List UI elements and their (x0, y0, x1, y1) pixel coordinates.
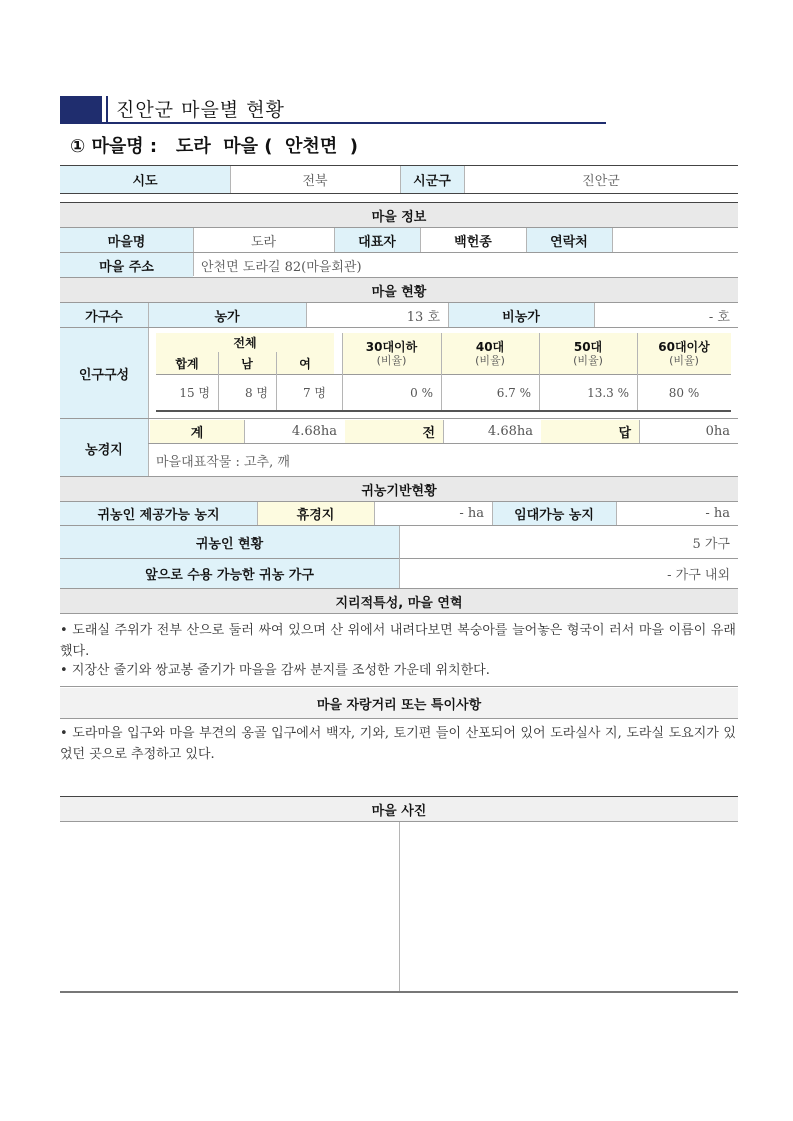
nonfarm-households-value: - 호 (708, 309, 730, 325)
age-60-sub: (비율) (669, 353, 699, 367)
age-50-value: 13.3 % (587, 385, 629, 400)
age-50-header (539, 333, 637, 374)
contact-label: 연락처 (526, 228, 612, 252)
male-label: 남 (218, 352, 276, 374)
return-status-value: 5 가구 (692, 536, 730, 552)
age-40-header (441, 333, 539, 374)
sigungu-label: 시군구 (400, 166, 464, 193)
age-40-label: 40대 (475, 339, 505, 354)
sum-value: 15 명 (179, 386, 210, 400)
field-value: 4.68ha (487, 424, 533, 439)
female-label: 여 (276, 352, 334, 374)
households-label: 가구수 (60, 303, 148, 327)
age-50-label: 50대 (573, 339, 603, 354)
age-30-value: 0 % (410, 385, 433, 400)
divider (612, 228, 613, 252)
divider (639, 420, 640, 443)
divider (60, 991, 738, 993)
divider (441, 333, 442, 410)
title-separator (106, 96, 108, 122)
representative-label: 대표자 (334, 228, 420, 252)
farmland-label: 농경지 (60, 419, 148, 477)
divider (60, 327, 738, 328)
total-land-value: 4.68ha (291, 424, 337, 439)
divider (218, 352, 219, 410)
divider (443, 420, 444, 443)
divider (257, 502, 258, 525)
bullet-icon: • (60, 623, 68, 638)
lease-label: 임대가능 농지 (492, 502, 616, 525)
divider (230, 166, 231, 193)
geography-text-1: 도래실 주위가 전부 산으로 둘러 싸여 있으며 산 위에서 내려다보면 복숭아를 늘어놓은 형국이 러서 마을 이름이 유래했다. (60, 623, 736, 659)
bullet-icon: • (60, 726, 68, 741)
male-value: 8 명 (244, 386, 268, 400)
divider (60, 686, 738, 687)
address-label: 마을 주소 (60, 253, 193, 277)
age-30-header (342, 333, 441, 374)
female-value: 7 명 (302, 386, 326, 400)
divider (156, 410, 731, 412)
village-name-value: 도라 (250, 234, 277, 250)
geography-paragraph-2 (60, 660, 736, 681)
geography-paragraph-1 (60, 620, 736, 662)
title-underline (60, 122, 606, 124)
divider (60, 418, 738, 419)
village-heading: ① 마을명 : 도라 마을 ( 안천면 ) (70, 136, 358, 157)
paddy-value: 0ha (705, 424, 730, 439)
divider (60, 718, 738, 719)
land-offer-label: 귀농인 제공가능 농지 (60, 502, 257, 525)
divider (539, 333, 540, 410)
age-50-sub: (비율) (573, 353, 603, 367)
return-status-label: 귀농인 현황 (60, 526, 399, 558)
age-30-sub: (비율) (376, 353, 407, 367)
age-60-value: 80 % (668, 385, 700, 400)
divider (60, 613, 738, 614)
village-name-label: 마을명 (60, 228, 193, 252)
divider (616, 502, 617, 525)
total-land-label: 계 (150, 420, 244, 443)
divider (637, 333, 638, 410)
crops-text: 마을대표작물 : 고추, 깨 (156, 454, 290, 470)
paddy-label: 답 (541, 420, 639, 443)
lease-value: - ha (705, 506, 730, 521)
field-label: 전 (345, 420, 443, 443)
photo-slot-left (60, 822, 399, 992)
divider (448, 303, 449, 327)
section-photos: 마을 사진 (60, 797, 738, 821)
section-highlights: 마을 자랑거리 또는 특이사항 (60, 688, 738, 718)
sido-value: 전북 (302, 174, 328, 189)
highlights-text: 도라마을 입구와 마을 부견의 옹골 입구에서 백자, 기와, 토기편 들이 산포되어 있어 도라실사 지, 도라실 도요지가 있었던 곳으로 추정하고 있다. (60, 726, 736, 762)
divider (594, 303, 595, 327)
divider (306, 303, 307, 327)
page-title: 진안군 마을별 현황 (116, 99, 285, 121)
geography-text-2: 지장산 줄기와 쌍교봉 줄기가 마을을 감싸 분지를 조성한 가운데 위치한다. (71, 663, 490, 678)
farm-households-value: 13 호 (406, 309, 440, 325)
representative-value: 백헌종 (454, 234, 492, 250)
fallow-value: - ha (459, 506, 484, 521)
divider (342, 333, 343, 410)
capacity-value: - 가구 내외 (667, 568, 730, 583)
divider (492, 502, 493, 525)
divider (399, 822, 400, 992)
section-geography: 지리적특성, 마을 연혁 (60, 589, 738, 613)
divider (399, 526, 400, 588)
capacity-label: 앞으로 수용 가능한 귀농 가구 (60, 559, 399, 588)
photo-slot-right (400, 822, 738, 992)
divider (526, 228, 527, 252)
highlights-paragraph (60, 723, 736, 765)
section-village-info: 마을 정보 (60, 203, 738, 227)
divider (420, 228, 421, 252)
total-group-label: 전체 (156, 333, 334, 352)
title-marker-block (60, 96, 102, 122)
age-40-sub: (비율) (475, 353, 505, 367)
section-return-farming: 귀농기반현황 (60, 477, 738, 501)
age-30-label: 30대이하 (365, 339, 418, 354)
age-60-label: 60대이상 (658, 339, 710, 354)
farm-households-label: 농가 (148, 303, 306, 327)
divider (464, 166, 465, 193)
divider (334, 228, 335, 252)
section-village-status: 마을 현황 (60, 278, 738, 302)
bullet-icon: • (60, 663, 68, 678)
divider (276, 352, 277, 410)
divider (244, 420, 245, 443)
age-40-value: 6.7 % (496, 385, 531, 400)
sigungu-value: 진안군 (582, 174, 620, 189)
divider (374, 502, 375, 525)
divider (400, 166, 401, 193)
divider (60, 193, 738, 194)
contact-value (612, 228, 738, 252)
nonfarm-households-label: 비농가 (448, 303, 594, 327)
fallow-label: 휴경지 (257, 502, 374, 525)
age-60-header (637, 333, 731, 374)
sum-label: 합계 (156, 352, 218, 374)
sido-label: 시도 (60, 166, 230, 193)
address-value: 안천면 도라길 82(마을회관) (201, 259, 362, 275)
population-label: 인구구성 (60, 328, 148, 418)
